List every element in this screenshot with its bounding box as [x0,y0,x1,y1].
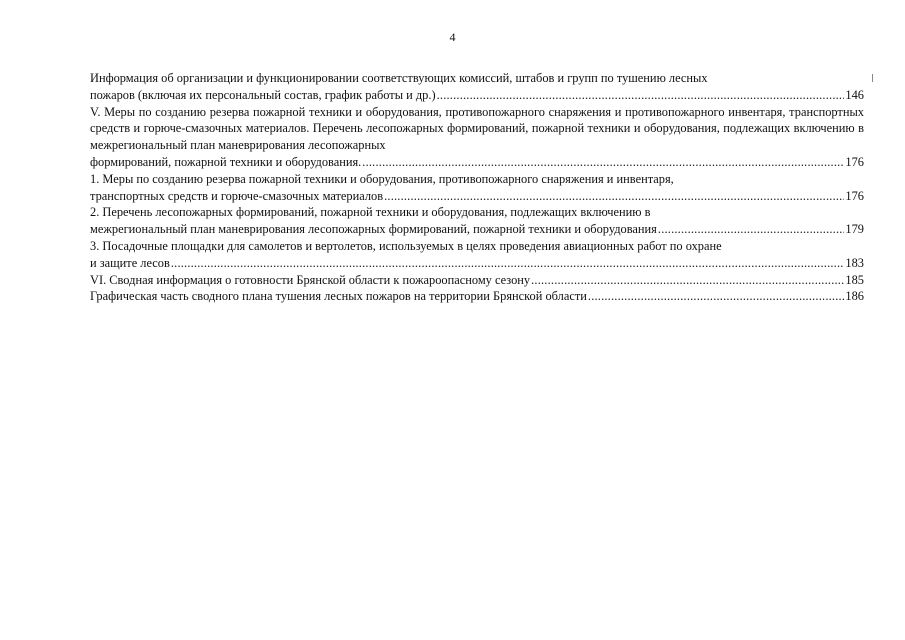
toc-entry-graphic-part[interactable] [90,288,864,305]
toc-entry-tail: формирований, пожарной техники и оборудования. [90,154,362,169]
toc-entry-last-line [90,154,864,171]
toc-page-number: 176 [845,154,864,169]
toc-page-number: 179 [845,222,864,237]
toc-page-number: 176 [845,188,864,203]
toc-entry-text: V. Меры по созданию резерва пожарной техники и оборудования, противопожарного снаряжения и противопожарного инвентаря, транспортных средств и горюче-смазочных материалов. Перечень лесопожарных формирований, пожарной техники и оборудования, подлежащих включению в межрегиональный план маневрирования лесопожарных [90,104,864,153]
toc-entry-v-2[interactable] [90,204,864,238]
toc-entry-text: 3. Посадочные площадки для самолетов и вертолетов, используемых в целях проведения авиационных работ по охране [90,238,722,253]
dot-leader [384,188,844,205]
toc-entry-tail: и защите лесов [90,255,170,270]
dot-leader [658,221,845,238]
toc-entry-last-line [90,288,864,305]
toc-entry-last-line [90,87,864,104]
page-number: 4 [449,30,456,44]
toc-entry-last-line [90,221,864,238]
toc-page-number: 186 [845,289,864,304]
toc-entry-last-line [90,255,864,272]
toc-entry-text: Информация об организации и функционировании соответствующих комиссий, штабов и групп по тушению лесных [90,71,708,85]
toc-page-number: 146 [845,87,864,102]
toc-entry-tail: Графическая часть сводного плана тушения лесных пожаров на территории Брянской области [90,289,587,304]
toc-entry-tail: транспортных средств и горюче-смазочных материалов [90,188,384,203]
toc-entry-last-line [90,188,864,205]
toc-entry-v-1[interactable] [90,171,864,205]
toc-entry-text: 2. Перечень лесопожарных формирований, пожарной техники и оборудования, подлежащих включению в [90,205,651,220]
dot-leader [588,288,845,305]
toc-entry-tail: межрегиональный план маневрирования лесопожарных формирований, пожарной техники и оборудования [90,222,657,237]
table-of-contents [90,70,864,305]
toc-page-number: 183 [845,255,864,270]
toc-entry-tail: VI. Сводная информация о готовности Брянской области к пожароопасному сезону [90,272,531,287]
dot-leader [531,272,844,289]
toc-page-number: 185 [845,272,864,287]
margin-mark [872,74,873,82]
dot-leader [437,87,845,104]
toc-entry-commissions[interactable] [90,70,864,104]
toc-entry-section-v[interactable] [90,104,864,171]
toc-entry-last-line [90,272,864,289]
dot-leader [362,154,844,171]
toc-entry-text: 1. Меры по созданию резерва пожарной техники и оборудования, противопожарного снаряжения и инвентаря, [90,171,674,186]
toc-entry-tail: пожаров (включая их персональный состав, график работы и др.) [90,87,436,102]
toc-entry-v-3[interactable] [90,238,864,272]
toc-entry-section-vi[interactable] [90,272,864,289]
dot-leader [171,255,845,272]
